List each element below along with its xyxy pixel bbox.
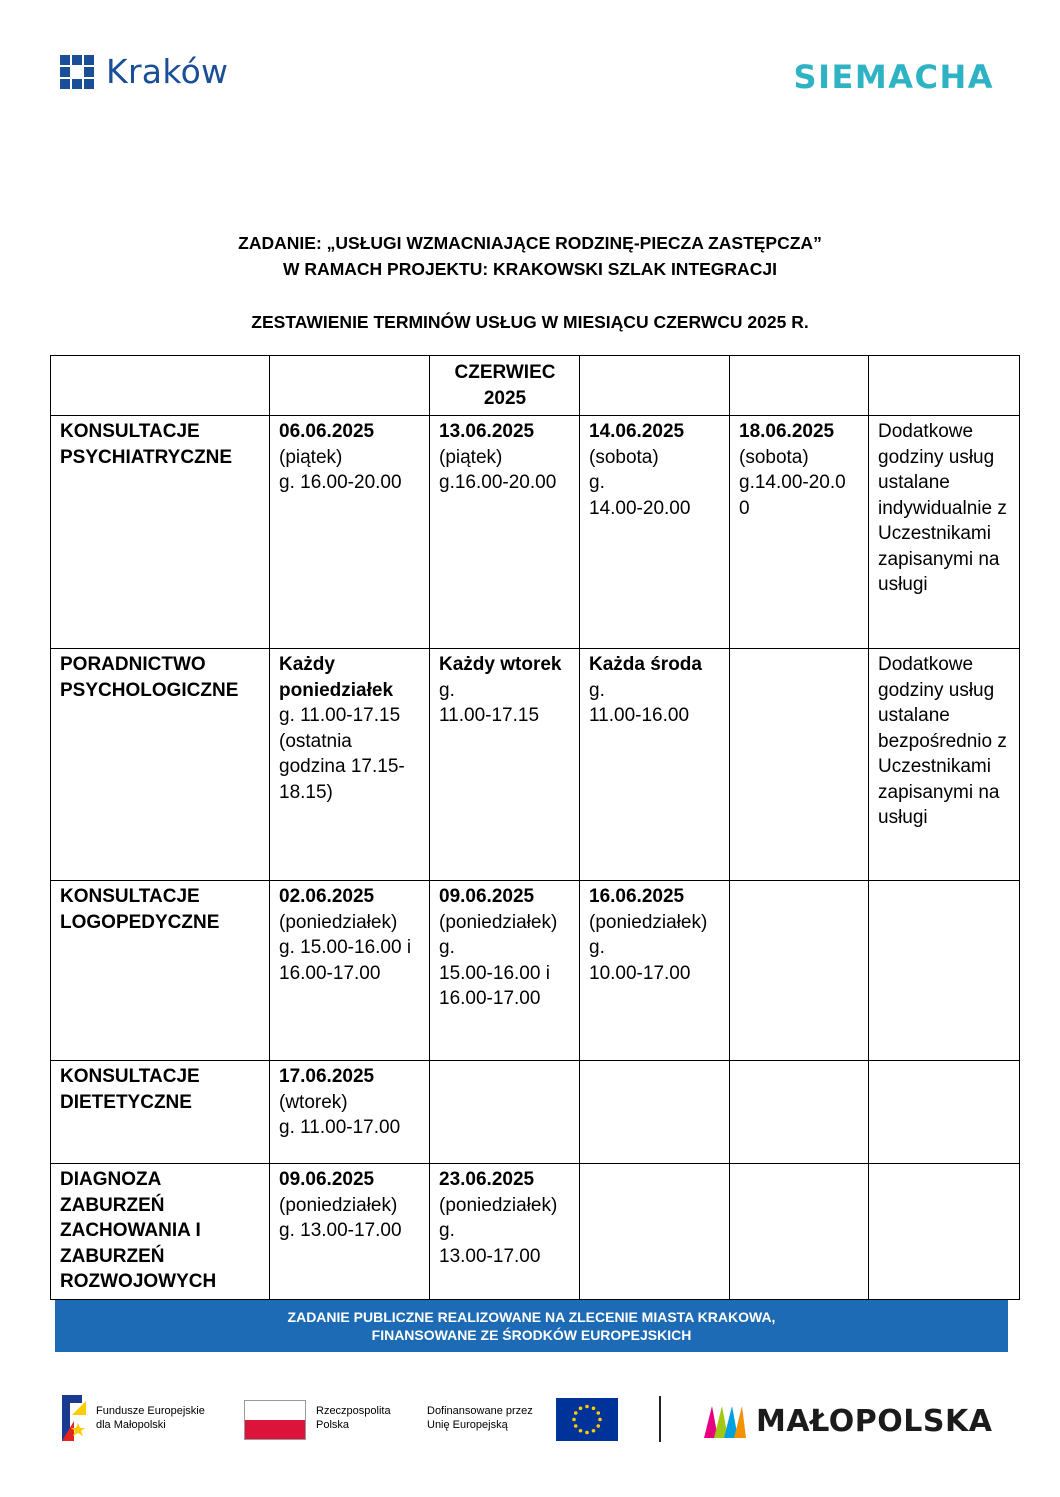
schedule-cell	[430, 416, 580, 649]
cell-date: 17.06.2025	[279, 1066, 375, 1087]
cell-text: 0	[739, 497, 750, 519]
cell-date: 18.06.2025	[739, 421, 835, 442]
cell-text: (piątek)	[279, 446, 343, 468]
table-cell	[730, 356, 869, 416]
cell-date: 09.06.2025	[439, 886, 535, 907]
cell-text: (sobota)	[589, 446, 659, 468]
eu-star-icon	[585, 1405, 589, 1409]
european-funds-icon	[58, 1393, 88, 1443]
cell-text: g. 16.00-20.00	[279, 472, 402, 493]
eu-flag-icon	[556, 1398, 618, 1441]
cell-text: (piątek)	[439, 446, 503, 468]
cell-date: Każdy wtorek	[439, 654, 562, 675]
eu-star-icon	[598, 1418, 602, 1422]
schedule-cell	[270, 1164, 430, 1300]
cell-date: 06.06.2025	[279, 421, 375, 442]
cell-date: 09.06.2025	[279, 1169, 375, 1190]
cell-text: g. 11.00-17.15 (ostatnia godzina 17.15-18.15)	[279, 705, 405, 803]
schedule-cell	[580, 1061, 730, 1164]
banner-line-2: FINANSOWANE ZE ŚRODKÓW EUROPEJSKICH	[371, 1327, 692, 1343]
table-row	[51, 881, 1020, 1061]
eu-star-icon	[596, 1411, 600, 1415]
cell-text: g.	[589, 679, 605, 701]
schedule-cell	[730, 649, 869, 881]
schedule-cell	[580, 416, 730, 649]
schedule-cell	[730, 1061, 869, 1164]
table-cell	[869, 356, 1020, 416]
title-line-1: ZADANIE: „USŁUGI WZMACNIAJĄCE RODZINĘ-PIECZA ZASTĘPCZA”	[238, 233, 822, 253]
schedule-cell	[270, 649, 430, 881]
cell-text: g.	[439, 937, 455, 958]
table-header-row	[51, 356, 1020, 416]
schedule-cell	[580, 881, 730, 1061]
schedule-cell	[730, 881, 869, 1061]
cell-text: g.	[589, 937, 605, 958]
schedule-cell	[869, 1164, 1020, 1300]
table-row	[51, 1061, 1020, 1164]
table-cell	[51, 356, 270, 416]
cell-date: 02.06.2025	[279, 886, 375, 907]
table-row	[51, 416, 1020, 649]
eu-star-icon	[579, 1406, 583, 1410]
document-title	[0, 230, 1060, 282]
cell-text: 16.00-17.00	[279, 962, 381, 984]
schedule-cell	[270, 881, 430, 1061]
eu-star-icon	[574, 1424, 578, 1428]
cell-text: 11.00-16.00	[589, 705, 690, 726]
document-subtitle: ZESTAWIENIE TERMINÓW USŁUG W MIESIĄCU CZERWCU 2025 R.	[251, 312, 809, 332]
table-cell	[270, 356, 430, 416]
schedule-table	[50, 355, 1020, 1300]
schedule-cell	[730, 416, 869, 649]
schedule-cell	[869, 649, 1020, 881]
schedule-cell	[270, 416, 430, 649]
malopolska-logo-text: MAŁOPOLSKA	[756, 1404, 993, 1439]
cell-text: g.14.00-20.0	[739, 472, 846, 493]
footer-logos	[0, 1388, 1060, 1448]
title-line-2: W RAMACH PROJEKTU: KRAKOWSKI SZLAK INTEGRACJI	[283, 259, 777, 279]
cell-text: g. 11.00-17.00	[279, 1117, 401, 1138]
service-name-cell: KONSULTACJE DIETETYCZNE	[51, 1061, 270, 1164]
eu-star-icon	[592, 1406, 596, 1410]
service-name-cell: KONSULTACJE LOGOPEDYCZNE	[51, 881, 270, 1061]
footer-divider	[659, 1396, 661, 1442]
cell-text: (poniedziałek)	[279, 1194, 398, 1216]
schedule-cell	[430, 649, 580, 881]
eu-cofinanced-text: Dofinansowane przez Unię Europejską	[427, 1405, 533, 1431]
krakow-logo	[60, 52, 228, 91]
poland-text: Rzeczpospolita Polska	[316, 1405, 391, 1431]
krakow-logo-text: Kraków	[106, 52, 229, 91]
schedule-cell	[430, 1164, 580, 1300]
table-row	[51, 649, 1020, 881]
malopolska-mark-icon	[702, 1402, 748, 1440]
cell-text: (sobota)	[739, 446, 809, 468]
schedule-cell	[580, 649, 730, 881]
cell-text: (poniedziałek)	[589, 911, 708, 933]
schedule-cell	[730, 1164, 869, 1300]
service-name-cell: DIAGNOZA ZABURZEŃ ZACHOWANIA I ZABURZEŃ ROZWOJOWYCH	[51, 1164, 270, 1300]
cell-text: g.	[439, 1220, 455, 1241]
schedule-cell	[270, 1061, 430, 1164]
cell-date: 14.06.2025	[589, 421, 685, 442]
schedule-cell	[869, 416, 1020, 649]
eu-star-icon	[579, 1429, 583, 1433]
eu-star-icon	[574, 1411, 578, 1415]
banner-line-1: ZADANIE PUBLICZNE REALIZOWANE NA ZLECENIE MIASTA KRAKOWA,	[287, 1309, 776, 1325]
cell-text: 14.00-20.00	[589, 497, 691, 519]
cell-text: 11.00-17.15	[439, 705, 540, 726]
cell-text: (wtorek)	[279, 1091, 348, 1113]
schedule-cell	[580, 1164, 730, 1300]
cell-text: 15.00-16.00 i 16.00-17.00	[439, 962, 550, 1009]
funding-banner	[55, 1300, 1008, 1352]
cell-text: g. 15.00-16.00 i	[279, 937, 412, 958]
cell-text: g.16.00-20.00	[439, 472, 557, 493]
cell-text: g.	[439, 679, 455, 701]
cell-text: 13.00-17.00	[439, 1245, 541, 1267]
eu-star-icon	[592, 1429, 596, 1433]
cell-text: (poniedziałek)	[439, 1194, 558, 1216]
krakow-mark-icon	[60, 55, 94, 89]
cell-date: 23.06.2025	[439, 1169, 535, 1190]
schedule-cell	[430, 881, 580, 1061]
cell-text: g. 13.00-17.00	[279, 1220, 402, 1241]
european-funds-text: Fundusze Europejskie dla Małopolski	[96, 1405, 205, 1431]
poland-flag-icon	[244, 1400, 306, 1440]
cell-text: (poniedziałek)	[279, 911, 398, 933]
cell-text: Dodatkowe godziny usług ustalane indywidualnie z Uczestnikami zapisanymi na usługi	[878, 421, 1007, 595]
eu-star-icon	[572, 1418, 576, 1422]
cell-date: 13.06.2025	[439, 421, 535, 442]
cell-text: g.	[589, 472, 605, 493]
cell-date: Każda środa	[589, 654, 702, 675]
service-name-cell: PORADNICTWO PSYCHOLOGICZNE	[51, 649, 270, 881]
table-cell	[580, 356, 730, 416]
table-row	[51, 1164, 1020, 1300]
cell-date: Każdy poniedziałek	[279, 654, 394, 701]
schedule-cell	[430, 1061, 580, 1164]
eu-star-icon	[585, 1431, 589, 1435]
service-name-cell: KONSULTACJE PSYCHIATRYCZNE	[51, 416, 270, 649]
cell-date: 16.06.2025	[589, 886, 685, 907]
siemacha-logo: SIEMACHA	[793, 58, 994, 96]
schedule-cell	[869, 1061, 1020, 1164]
cell-text: Dodatkowe godziny usług ustalane bezpośrednio z Uczestnikami zapisanymi na usługi	[878, 654, 1007, 828]
cell-text: (poniedziałek)	[439, 911, 558, 933]
eu-star-icon	[596, 1424, 600, 1428]
cell-text: 10.00-17.00	[589, 962, 691, 984]
month-header: CZERWIEC 2025	[430, 356, 580, 416]
schedule-cell	[869, 881, 1020, 1061]
